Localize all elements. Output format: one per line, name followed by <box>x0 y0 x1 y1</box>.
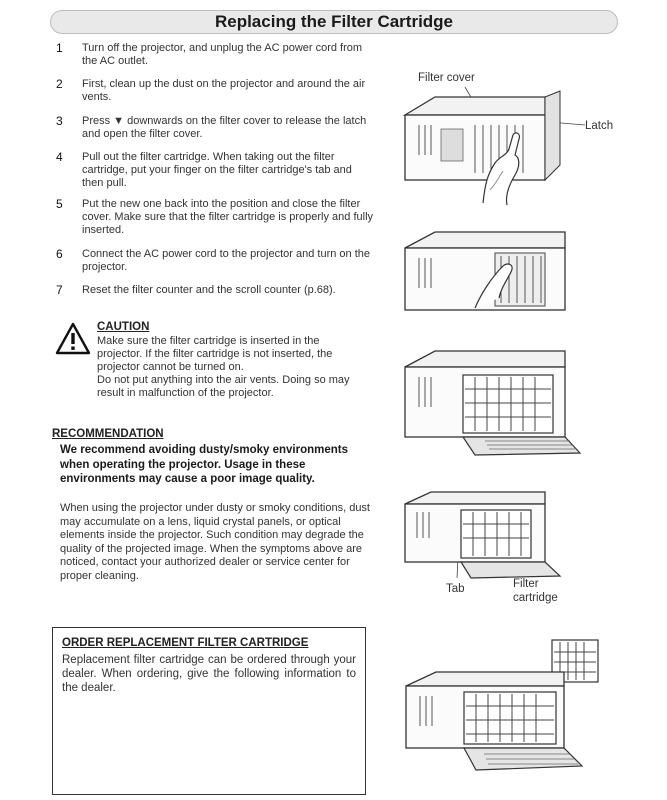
step-text: Pull out the filter cartridge. When taking out the filter cartridge, put your finger on the filter cartridge's tab and then pull. <box>82 151 352 189</box>
recommendation-bold-text: We recommend avoiding dusty/smoky environments when operating the projector. Usage in these environments may cause a poor image quality. <box>60 444 348 485</box>
step-text: Press ▼ downwards on the filter cover to release the latch and open the filter cover. <box>82 115 367 140</box>
step-text: Put the new one back into the position and close the filter cover. Make sure that the filter cartridge is properly and fully inserted. <box>82 198 374 236</box>
step-number: 4 <box>56 150 63 164</box>
caution-line-2: Do not put anything into the air vents. Doing so may result in malfunction of the projector. <box>97 374 350 399</box>
page-title: Replacing the Filter Cartridge <box>214 12 454 31</box>
label-filter-cartridge-line-2: cartridge <box>513 592 558 604</box>
recommendation-body-text: When using the projector under dusty or smoky conditions, dust may accumulate on a lens, liquid crystal panels, or optical elements inside the projector. Such condition may degrade the quality of the projected image. When the symptoms above are noticed, contact your authorized dealer or service center for proper cleaning. <box>60 502 370 582</box>
step-text: Connect the AC power cord to the projector and turn on the projector. <box>82 248 371 273</box>
label-filter-cartridge <box>513 577 558 605</box>
projector-illustration-5 <box>400 636 605 784</box>
warning-icon <box>55 322 91 355</box>
step-number: 7 <box>56 283 63 297</box>
label-filter-cover: Filter cover <box>418 72 475 84</box>
label-filter-cartridge-line-1: Filter <box>513 578 539 590</box>
recommendation-heading: RECOMMENDATION <box>52 428 164 440</box>
projector-illustration-4 <box>395 488 570 583</box>
step-number: 3 <box>56 114 63 128</box>
order-box <box>52 627 366 795</box>
projector-illustration-2 <box>395 228 580 318</box>
label-tab: Tab <box>446 583 465 595</box>
order-heading: ORDER REPLACEMENT FILTER CARTRIDGE <box>62 637 309 649</box>
caution-text <box>97 335 367 400</box>
step-text: Reset the filter counter and the scroll counter (p.68). <box>82 284 336 296</box>
title-bar <box>50 10 618 34</box>
step-number: 2 <box>56 77 63 91</box>
caution-line-1: Make sure the filter cartridge is inserted in the projector. If the filter cartridge is not inserted, the projector cannot be turned on. <box>97 335 333 373</box>
step-number: 6 <box>56 247 63 261</box>
projector-illustration-1 <box>395 85 595 210</box>
caution-heading: CAUTION <box>97 321 150 333</box>
order-body-text: Replacement filter cartridge can be ordered through your dealer. When ordering, give the following information to the dealer. <box>62 654 356 694</box>
step-number: 5 <box>56 197 63 211</box>
projector-illustration-3 <box>395 345 580 460</box>
step-text: Turn off the projector, and unplug the AC power cord from the AC outlet. <box>82 42 363 67</box>
step-text: First, clean up the dust on the projector and around the air vents. <box>82 78 366 103</box>
step-number: 1 <box>56 41 63 55</box>
label-latch: Latch <box>585 120 614 132</box>
